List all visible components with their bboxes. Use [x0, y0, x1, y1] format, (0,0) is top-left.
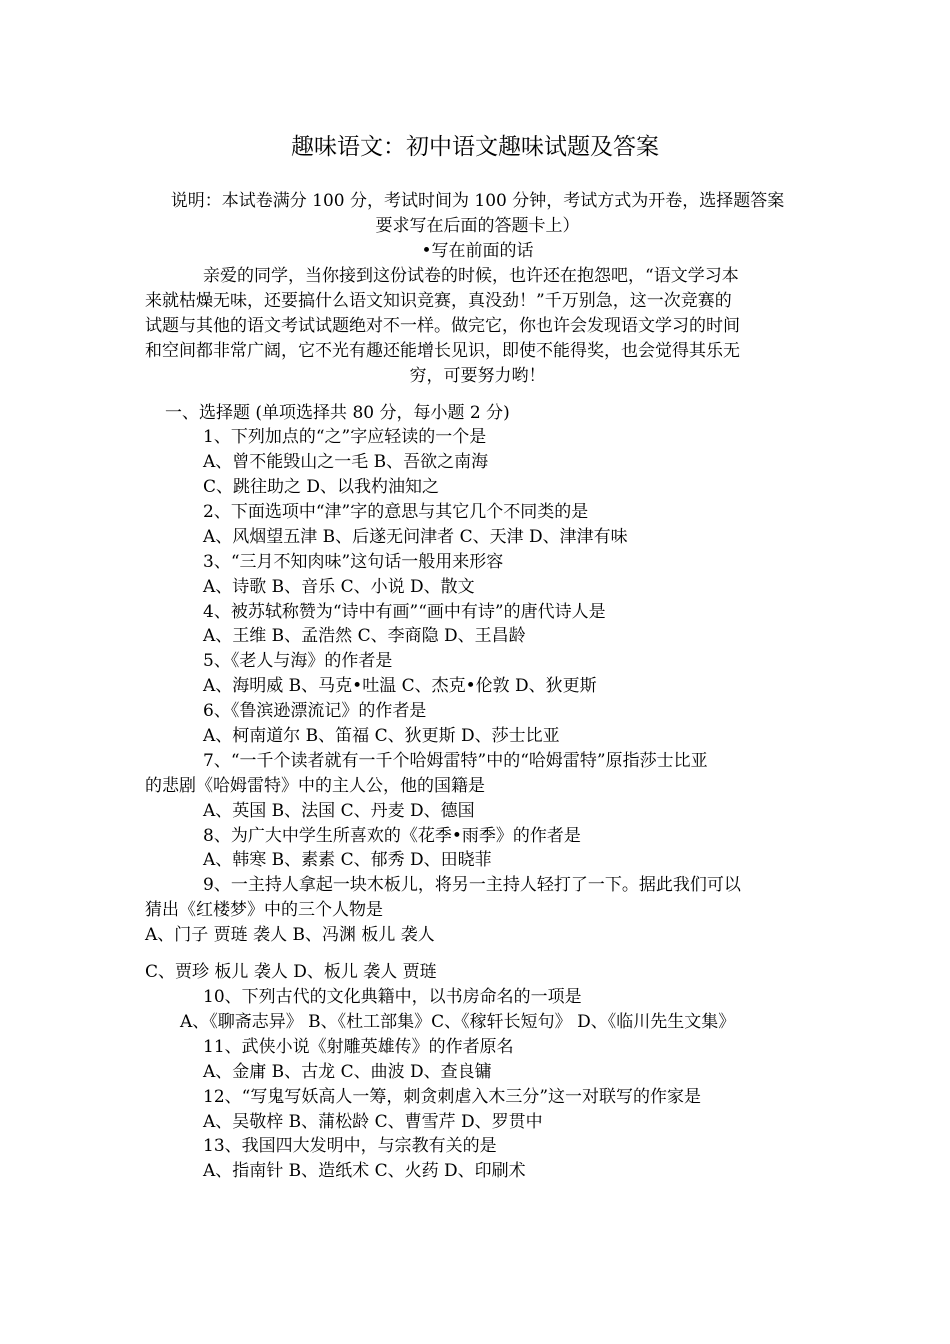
question-line: 5、《老人与海》的作者是 — [203, 651, 393, 671]
preface-line: 试题与其他的语文考试试题绝对不一样。做完它，你也许会发现语文学习的时间 — [145, 316, 740, 336]
option-line: A、门子 贾琏 袭人 B、冯渊 板儿 袭人 — [145, 925, 435, 945]
option-line: A、风烟望五津 B、后遂无问津者 C、天津 D、津津有味 — [203, 527, 628, 547]
option-line: C、跳往助之 D、以我杓油知之 — [203, 477, 440, 497]
question-line: 13、我国四大发明中，与宗教有关的是 — [203, 1136, 497, 1156]
option-line: A、吴敬梓 B、蒲松龄 C、曹雪芹 D、罗贯中 — [203, 1112, 543, 1132]
option-line: C、贾珍 板儿 袭人 D、板儿 袭人 贾琏 — [145, 962, 437, 982]
question-line: 4、被苏轼称赞为“诗中有画”“画中有诗”的唐代诗人是 — [203, 602, 606, 622]
option-line: A、金庸 B、古龙 C、曲波 D、查良镛 — [203, 1062, 492, 1082]
document-title: 趣味语文：初中语文趣味试题及答案 — [291, 134, 659, 160]
option-line: A、韩寒 B、素素 C、郁秀 D、田晓菲 — [203, 850, 492, 870]
option-line: A、曾不能毁山之一毛 B、吾欲之南海 — [203, 452, 489, 472]
question-line: 的悲剧《哈姆雷特》中的主人公，他的国籍是 — [145, 776, 485, 796]
preface-line: 来就枯燥无味，还要搞什么语文知识竞赛，真没劲！”千万别急，这一次竞赛的 — [145, 291, 732, 311]
question-line: 7、“一千个读者就有一千个哈姆雷特”中的“哈姆雷特”原指莎士比亚 — [203, 751, 708, 771]
option-line: A、《聊斋志异》 B、《杜工部集》C、《稼轩长短句》 D、《临川先生文集》 — [180, 1012, 736, 1032]
question-line: 3、“三月不知肉味”这句话一般用来形容 — [203, 552, 504, 572]
exam-note-line: 要求写在后面的答题卡上） — [375, 216, 580, 236]
preface-line: 亲爱的同学，当你接到这份试卷的时候，也许还在抱怨吧，“语文学习本 — [203, 266, 739, 286]
question-line: 11、武侠小说《射雕英雄传》的作者原名 — [203, 1037, 514, 1057]
question-line: 6、《鲁滨逊漂流记》的作者是 — [203, 701, 427, 721]
option-line: A、英国 B、法国 C、丹麦 D、德国 — [203, 801, 475, 821]
question-line: 2、下面选项中“津”字的意思与其它几个不同类的是 — [203, 502, 589, 522]
question-line: 1、下列加点的“之”字应轻读的一个是 — [203, 427, 487, 447]
option-line: A、柯南道尔 B、笛福 C、狄更斯 D、莎士比亚 — [203, 726, 560, 746]
option-line: A、海明威 B、马克•吐温 C、杰克•伦敦 D、狄更斯 — [203, 676, 597, 696]
section-heading: 一、选择题 (单项选择共 80 分，每小题 2 分) — [165, 403, 510, 423]
preface-line: 和空间都非常广阔，它不光有趣还能增长见识，即使不能得奖，也会觉得其乐无 — [145, 341, 740, 361]
preface-line: 穷，可要努力哟！ — [409, 366, 546, 386]
option-line: A、王维 B、孟浩然 C、李商隐 D、王昌龄 — [203, 626, 526, 646]
preface-heading: •写在前面的话 — [421, 241, 534, 261]
option-line: A、诗歌 B、音乐 C、小说 D、散文 — [203, 577, 475, 597]
question-line: 9、一主持人拿起一块木板儿，将另一主持人轻打了一下。据此我们可以 — [203, 875, 741, 895]
question-line: 10、下列古代的文化典籍中，以书房命名的一项是 — [203, 987, 582, 1007]
question-line: 8、为广大中学生所喜欢的《花季•雨季》的作者是 — [203, 826, 581, 846]
question-line: 12、“写鬼写妖高人一筹，刺贪刺虐入木三分”这一对联写的作家是 — [203, 1087, 702, 1107]
question-line: 猜出《红楼梦》中的三个人物是 — [145, 900, 383, 920]
exam-note-line: 说明：本试卷满分 100 分，考试时间为 100 分钟，考试方式为开卷，选择题答案 — [170, 191, 785, 211]
option-line: A、指南针 B、造纸术 C、火药 D、印刷术 — [203, 1161, 526, 1181]
